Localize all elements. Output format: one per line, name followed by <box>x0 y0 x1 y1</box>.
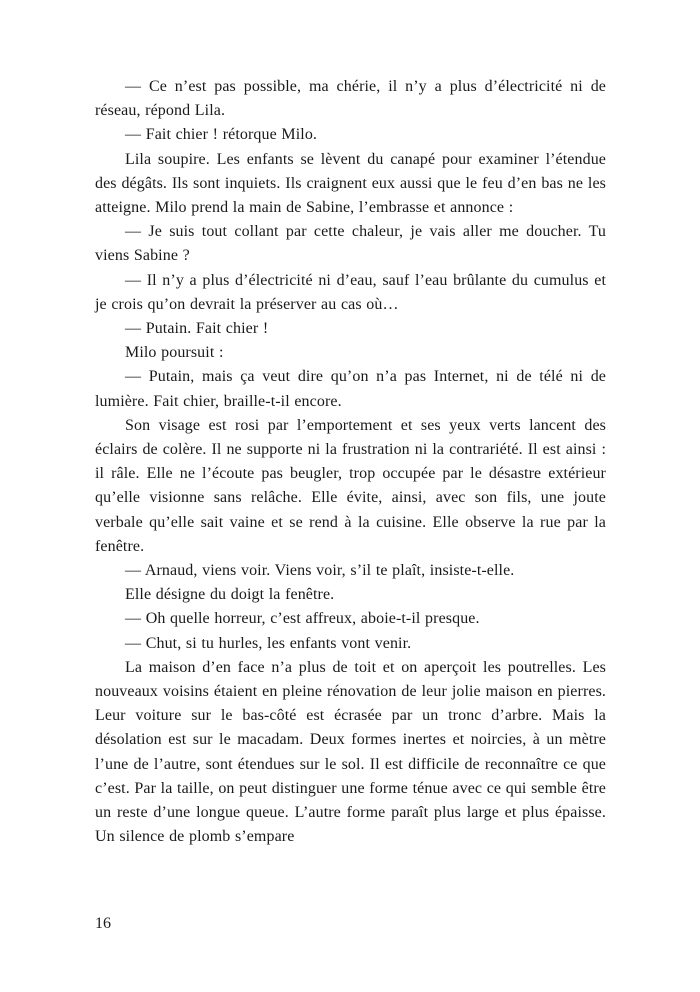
paragraph: — Fait chier ! rétorque Milo. <box>125 126 318 144</box>
paragraph: Elle désigne du doigt la fenêtre. <box>125 586 335 604</box>
paragraph: — Arnaud, viens voir. Viens voir, s’il te plaît, insiste-t-elle. <box>125 562 515 580</box>
text-block <box>95 75 606 850</box>
paragraph: La maison d’en face n’a plus de toit et on aperçoit les poutrelles. Les nouveaux voisins étaient en pleine rénovation de leur jolie maison en pierres. Leur voiture sur le bas-côté est écrasée par un tronc d’arbre. Mais la désolation est sur le macadam. Deux formes inertes et noircies, à un mètre l’une de l’autre, sont étendues sur le sol. Il est difficile de reconnaître ce que c’est. Par la taille, on peut distinguer une forme ténue avec ce qui semble être un reste d’une longue queue. L’autre forme paraît plus large et plus épaisse. Un silence de plomb s’empare <box>95 658 606 846</box>
paragraph: — Chut, si tu hurles, les enfants vont venir. <box>125 634 412 652</box>
paragraph: — Putain. Fait chier ! <box>125 320 269 338</box>
paragraph: Lila soupire. Les enfants se lèvent du canapé pour examiner l’étendue des dégâts. Ils sont inquiets. Ils craignent eux aussi que le feu d’en bas ne les atteigne. Milo prend la main de Sabine, l’embrasse et annonce : <box>95 150 606 217</box>
paragraph: — Il n’y a plus d’électricité ni d’eau, sauf l’eau brûlante du cumulus et je crois qu’on devrait la préserver au cas où… <box>95 271 606 313</box>
paragraph: — Ce n’est pas possible, ma chérie, il n’y a plus d’électricité ni de réseau, répond Lila. <box>95 78 606 120</box>
page-number: 16 <box>95 915 111 932</box>
paragraph: — Oh quelle horreur, c’est affreux, aboie-t-il presque. <box>125 610 480 628</box>
paragraph: — Putain, mais ça veut dire qu’on n’a pas Internet, ni de télé ni de lumière. Fait chier, braille-t-il encore. <box>95 368 606 410</box>
paragraph: Milo poursuit : <box>125 344 224 362</box>
paragraph: Son visage est rosi par l’emportement et ses yeux verts lancent des éclairs de colère. Il ne supporte ni la frustration ni la contrariété. Il est ainsi : il râle. Elle ne l’écoute pas beugler, trop occupée par le désastre extérieur qu’elle visionne sans relâche. Elle évite, ainsi, avec son fils, une joute verbale qu’elle sait vaine et se rend à la cuisine. Elle observe la rue par la fenêtre. <box>95 416 606 555</box>
paragraph: — Je suis tout collant par cette chaleur, je vais aller me doucher. Tu viens Sabine ? <box>95 223 606 265</box>
